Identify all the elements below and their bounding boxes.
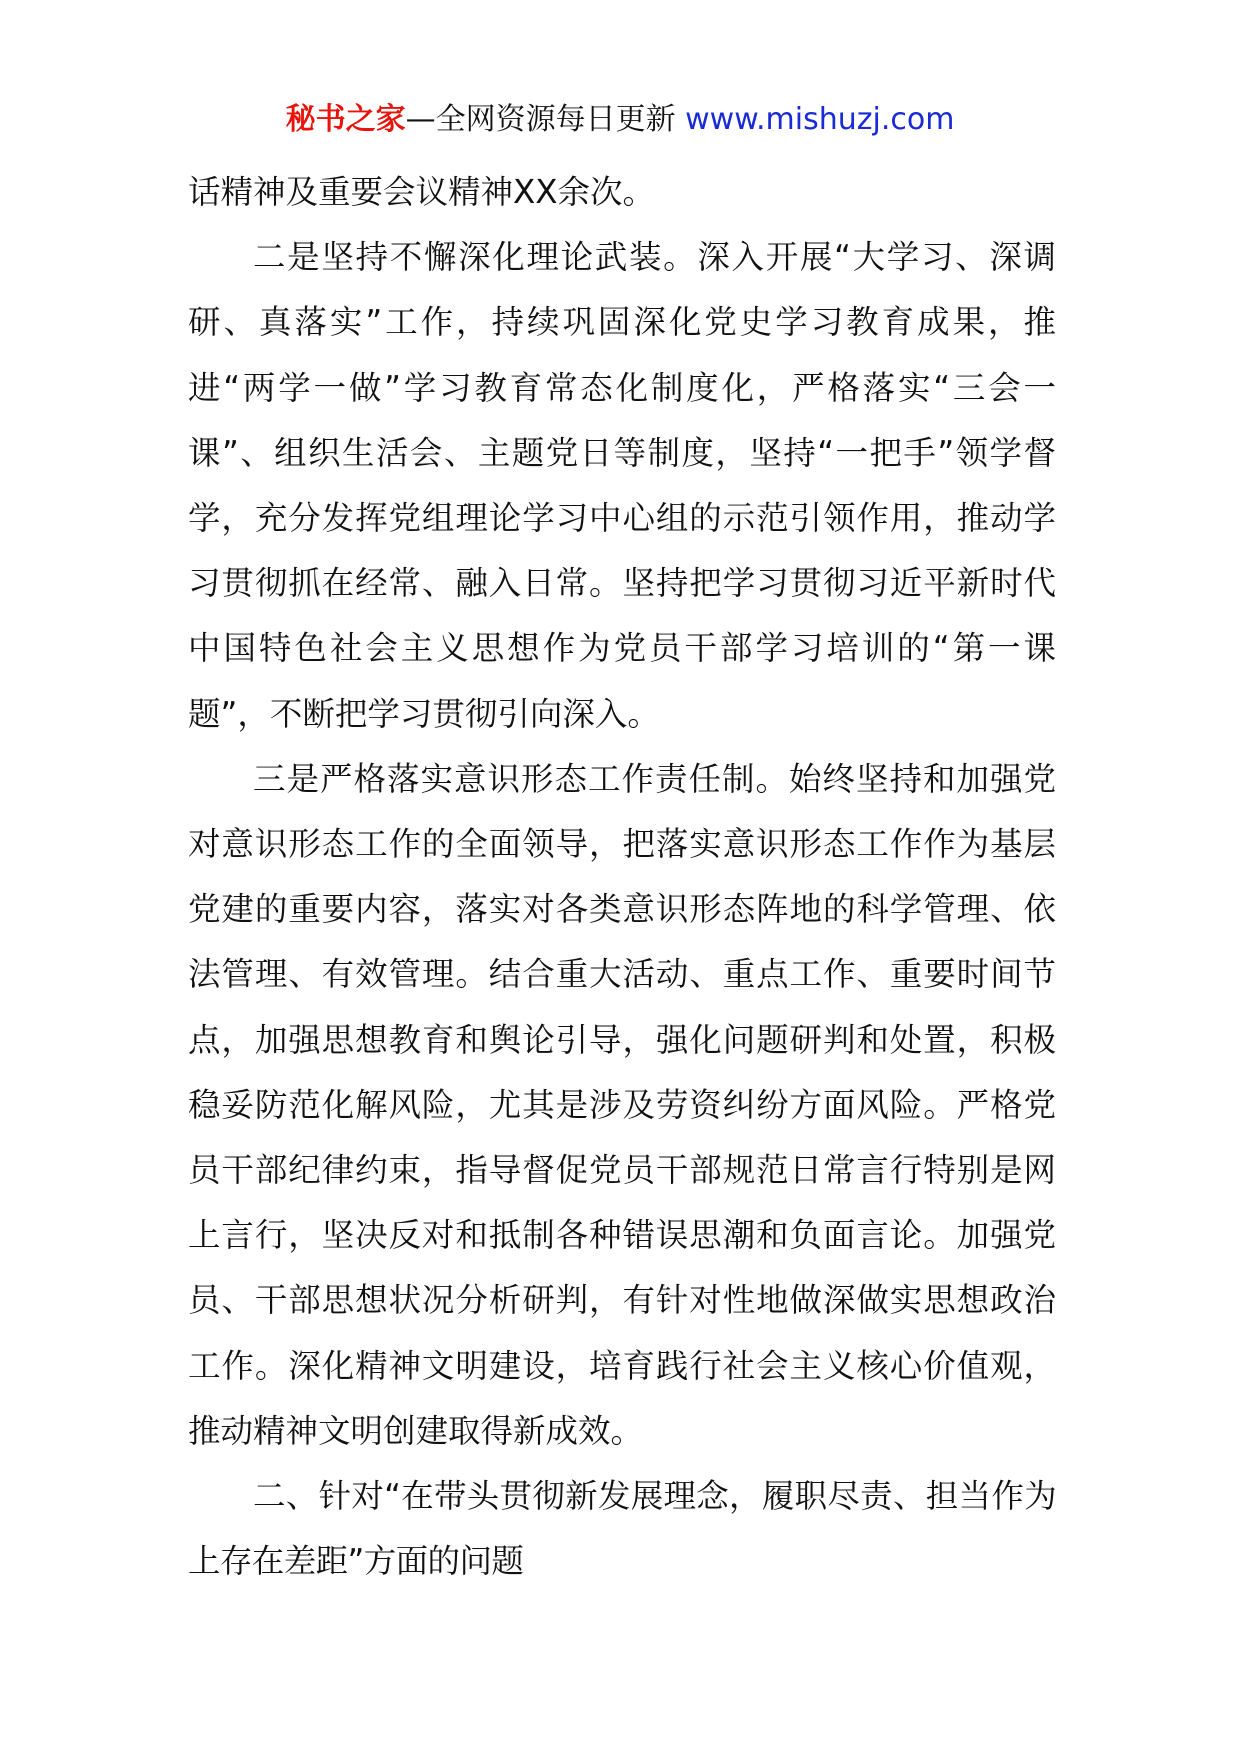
document-body	[188, 160, 1056, 1594]
paragraph-ideology-responsibility: 三是严格落实意识形态工作责任制。始终坚持和加强党对意识形态工作的全面领导，把落实意识形态工作作为基层党建的重要内容，落实对各类意识形态阵地的科学管理、依法管理、有效管理。结合重大活动、重点工作、重要时间节点，加强思想教育和舆论引导，强化问题研判和处置，积极稳妥防范化解风险，尤其是涉及劳资纠纷方面风险。严格党员干部纪律约束，指导督促党员干部规范日常言行特别是网上言行，坚决反对和抵制各种错误思潮和负面言论。加强党员、干部思想状况分析研判，有针对性地做深做实思想政治工作。深化精神文明建设，培育践行社会主义核心价值观，推动精神文明创建取得新成效。	[188, 759, 1056, 1450]
site-url-link[interactable]: www.mishuzj.com	[685, 102, 955, 137]
brand-name: 秘书之家	[285, 102, 406, 137]
paragraph-continuation: 话精神及重要会议精神XX余次。	[188, 173, 656, 211]
paragraph-theory-study: 二是坚持不懈深化理论武装。深入开展“大学习、深调研、真落实”工作，持续巩固深化党史学习教育成果，推进“两学一做”学习教育常态化制度化，严格落实“三会一课”、组织生活会、主题党日等制度，坚持“一把手”领学督学，充分发挥党组理论学习中心组的示范引领作用，推动学习贯彻抓在经常、融入日常。坚持把学习贯彻习近平新时代中国特色社会主义思想作为党员干部学习培训的“第一课题”，不断把学习贯彻引向深入。	[188, 238, 1056, 733]
header-tagline: —全网资源每日更新	[405, 102, 686, 137]
watermark-header	[0, 100, 1240, 140]
section-heading: 二、针对“在带头贯彻新发展理念，履职尽责、担当作为上存在差距”方面的问题	[188, 1477, 1056, 1581]
